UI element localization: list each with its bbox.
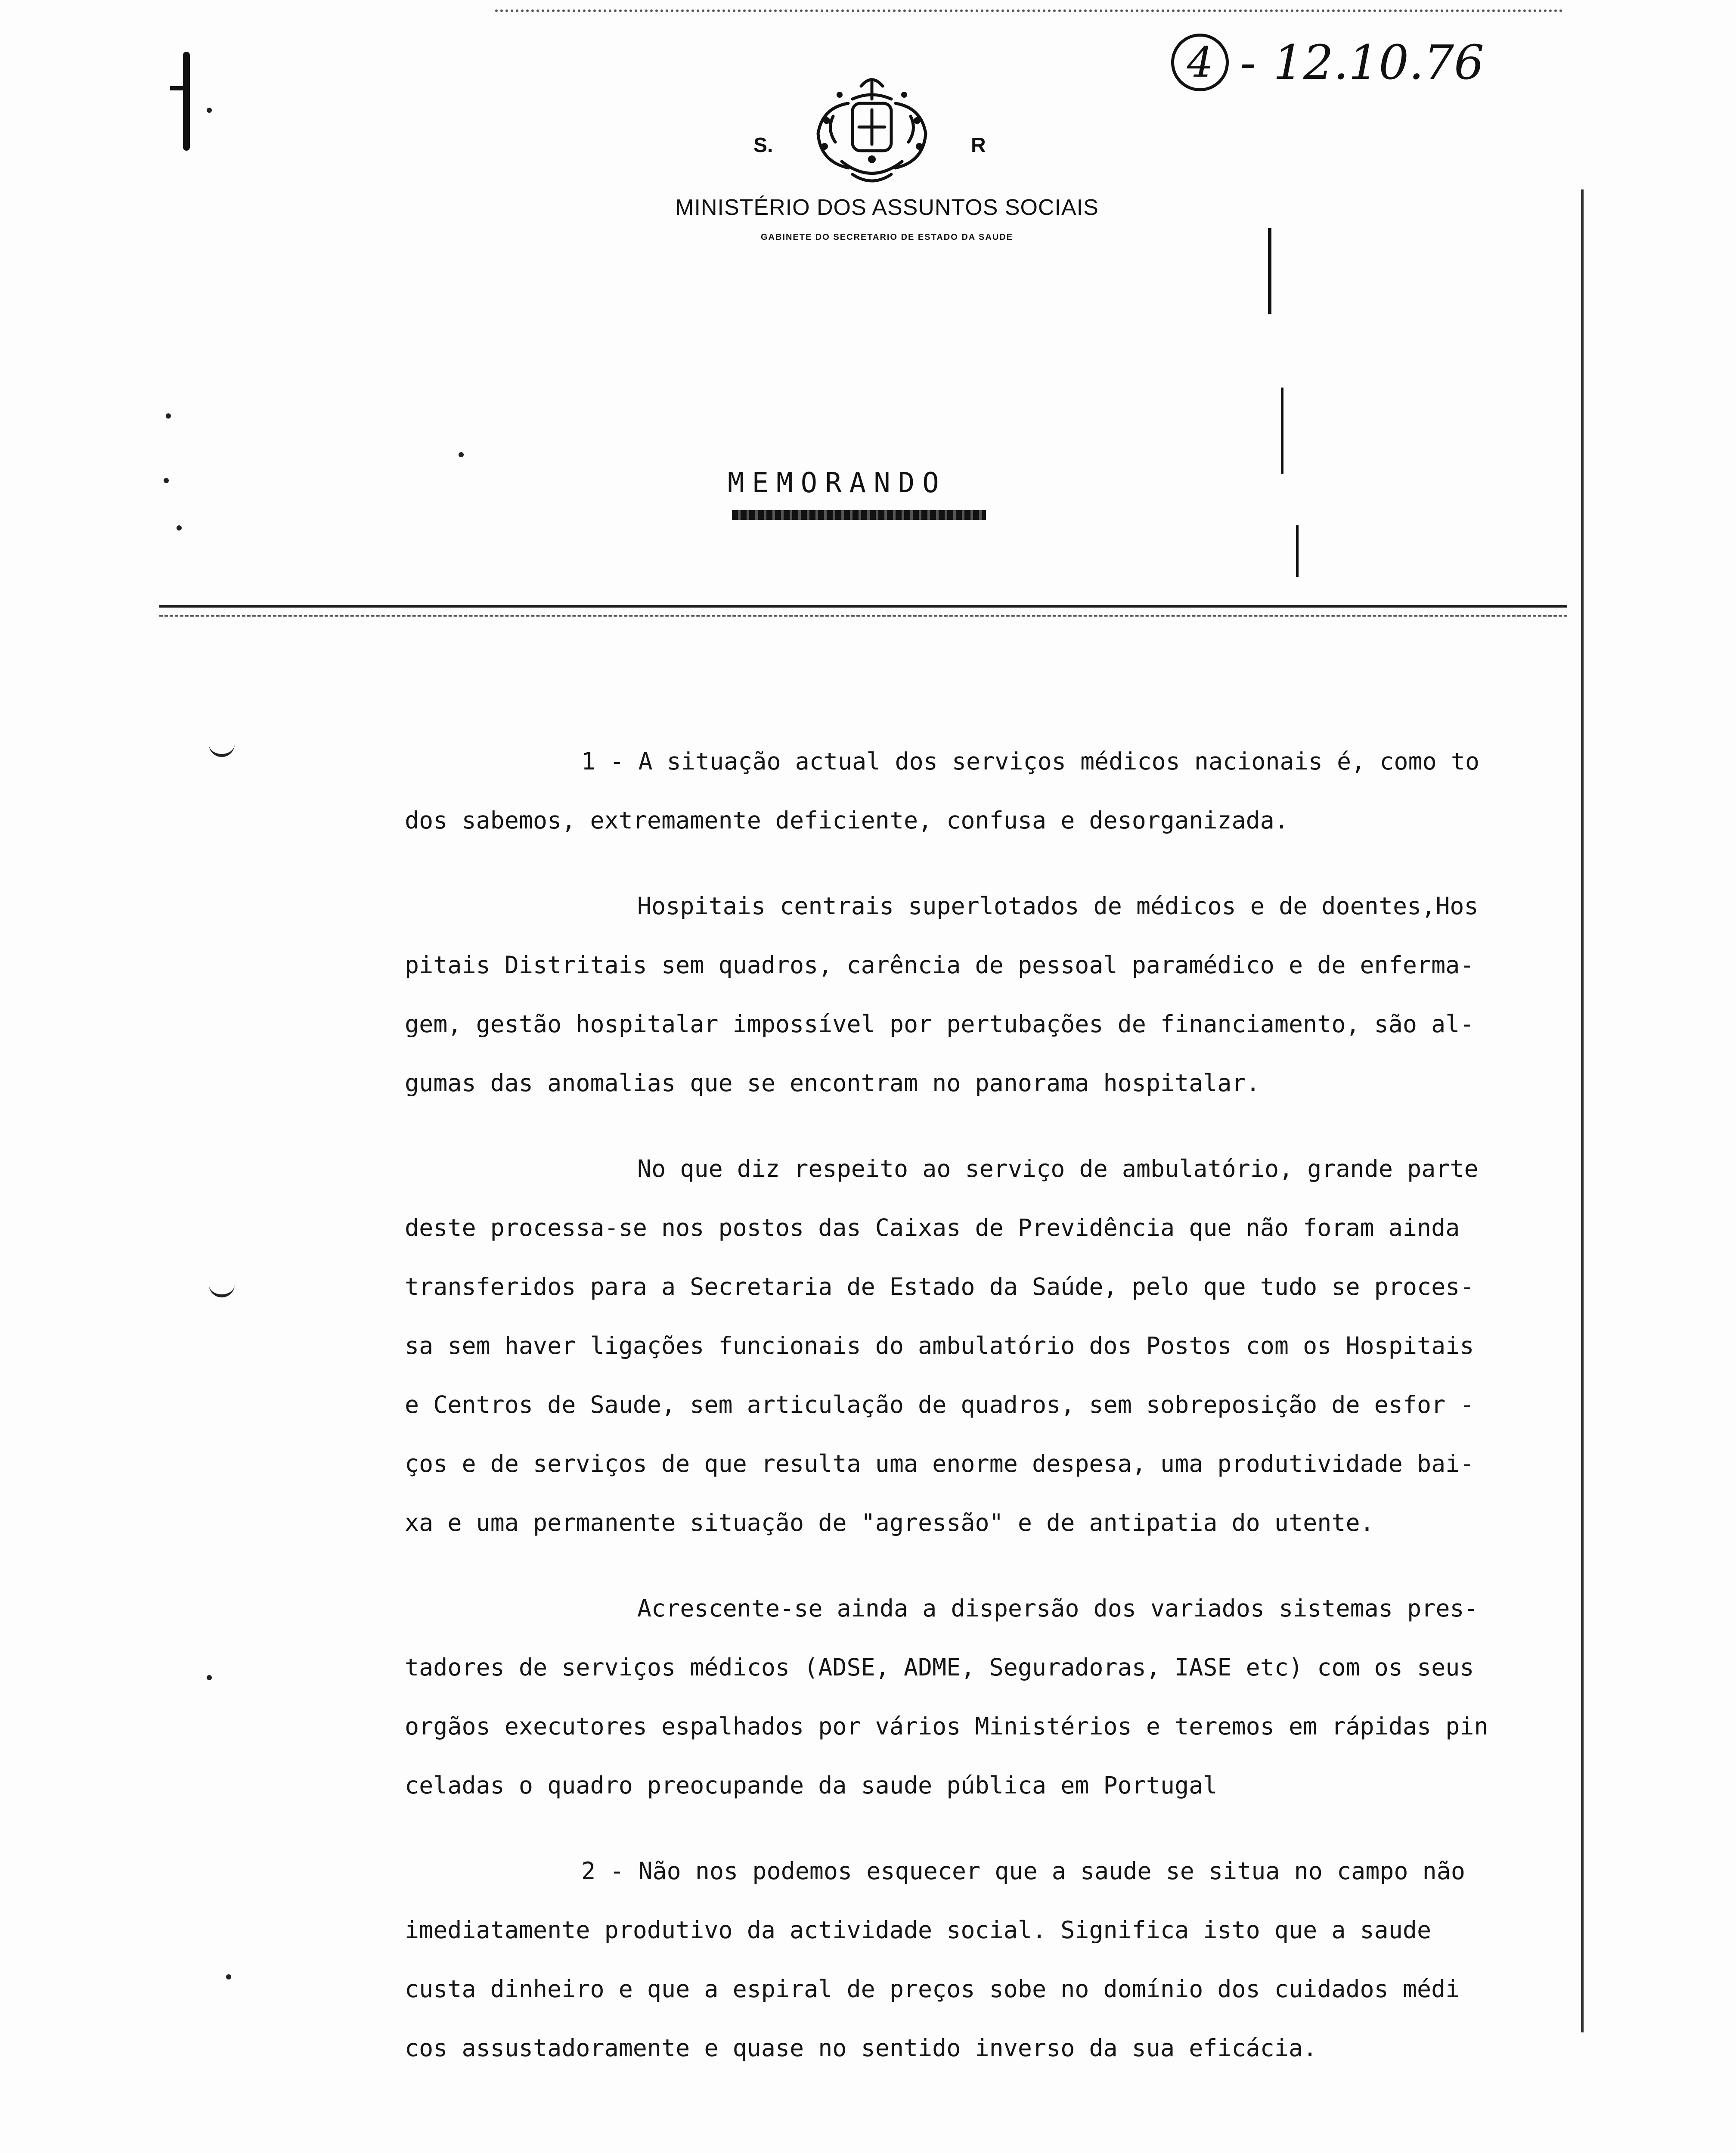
title-underline-strike [732,510,986,520]
annotation-dash: - [1240,35,1256,90]
memo-line: transferidos para a Secretaria de Estado da Saúde, pelo que tudo se proces- [405,1273,1474,1300]
scan-speck [459,452,464,457]
memo-line: gumas das anomalias que se encontram no panorama hospitalar. [405,1069,1260,1097]
memo-line: pitais Distritais sem quadros, carência de pessoal paramédico e de enferma- [405,951,1474,979]
memo-body [405,732,1524,2078]
scan-mark-top-left [183,52,190,151]
scan-speck [226,1974,231,1979]
memo-line: tadores de serviços médicos (ADSE, ADME, Seguradoras, IASE etc) com os seus [405,1654,1474,1681]
scan-speck [164,478,169,483]
scan-mark-top-left-tick [170,86,183,90]
memo-line: Acrescente-se ainda a dispersão dos variados sistemas pres- [637,1595,1479,1622]
scan-mark-right [1268,228,1271,314]
memo-line: cos assustadoramente e quase no sentido inverso da sua eficácia. [405,2034,1318,2062]
handwritten-annotation [1171,30,1484,95]
scan-bracket-mark [209,1279,235,1297]
scan-speck [166,413,171,419]
memo-paragraph [405,877,1524,1113]
scan-speck [207,108,212,113]
memo-line: Hospitais centrais superlotados de médicos e de doentes,Hos [637,892,1479,920]
memo-line: custa dinheiro e que a espiral de preços sobe no domínio dos cuidados médi [405,1975,1460,2003]
memo-paragraph [405,1579,1524,1815]
scan-mark-right [1281,388,1283,474]
header-separator [159,605,1567,608]
memo-line: dos sabemos, extremamente deficiente, confusa e desorganizada. [405,807,1289,834]
scan-bracket-mark [209,738,235,757]
document-title: MEMORANDO [728,467,947,499]
circled-number: 4 [1171,34,1229,91]
header-separator-dashed [159,615,1567,617]
ministry-name: MINISTÉRIO DOS ASSUNTOS SOCIAIS [675,195,1099,220]
scan-speck [177,525,182,530]
memo-line: imediatamente produtivo da actividade social. Significa isto que a saude [405,1916,1432,1944]
memo-line: gem, gestão hospitalar impossível por pertubações de financiamento, são al- [405,1010,1474,1038]
memo-line: orgãos executores espalhados por vários Ministérios e teremos em rápidas pin [405,1712,1488,1740]
scan-mark-right [1296,525,1299,577]
memo-line: sa sem haver ligações funcionais do ambulatório dos Postos com os Hospitais [405,1332,1474,1359]
coat-of-arms-icon [801,69,943,194]
scan-speck [207,1675,212,1680]
crest-letter-s: S. [753,134,773,157]
memo-line: 1 - A situação actual dos serviços médicos nacionais é, como to [581,748,1480,775]
memo-paragraph [405,1842,1524,2078]
memo-paragraph [405,1139,1524,1552]
scan-top-rule [495,9,1563,12]
memo-line: e Centros de Saude, sem articulação de quadros, sem sobreposição de esfor - [405,1391,1474,1418]
memo-paragraph [405,732,1524,850]
scan-right-border [1581,189,1584,2032]
memo-line: deste processa-se nos postos das Caixas de Previdência que não foram ainda [405,1214,1460,1241]
annotation-date: 12.10.76 [1273,35,1485,90]
memo-line: 2 - Não nos podemos esquecer que a saude se situa no campo não [581,1857,1465,1885]
memo-line: ços e de serviços de que resulta uma enorme despesa, uma produtividade bai- [405,1450,1474,1477]
memo-line: celadas o quadro preocupande da saude pública em Portugal [405,1771,1218,1799]
crest-letter-r: R [971,134,986,157]
memo-line: No que diz respeito ao serviço de ambulatório, grande parte [637,1155,1479,1182]
memo-line: xa e uma permanente situação de "agressão" e de antipatia do utente. [405,1509,1374,1536]
cabinet-name: GABINETE DO SECRETARIO DE ESTADO DA SAUDE [760,233,1014,242]
